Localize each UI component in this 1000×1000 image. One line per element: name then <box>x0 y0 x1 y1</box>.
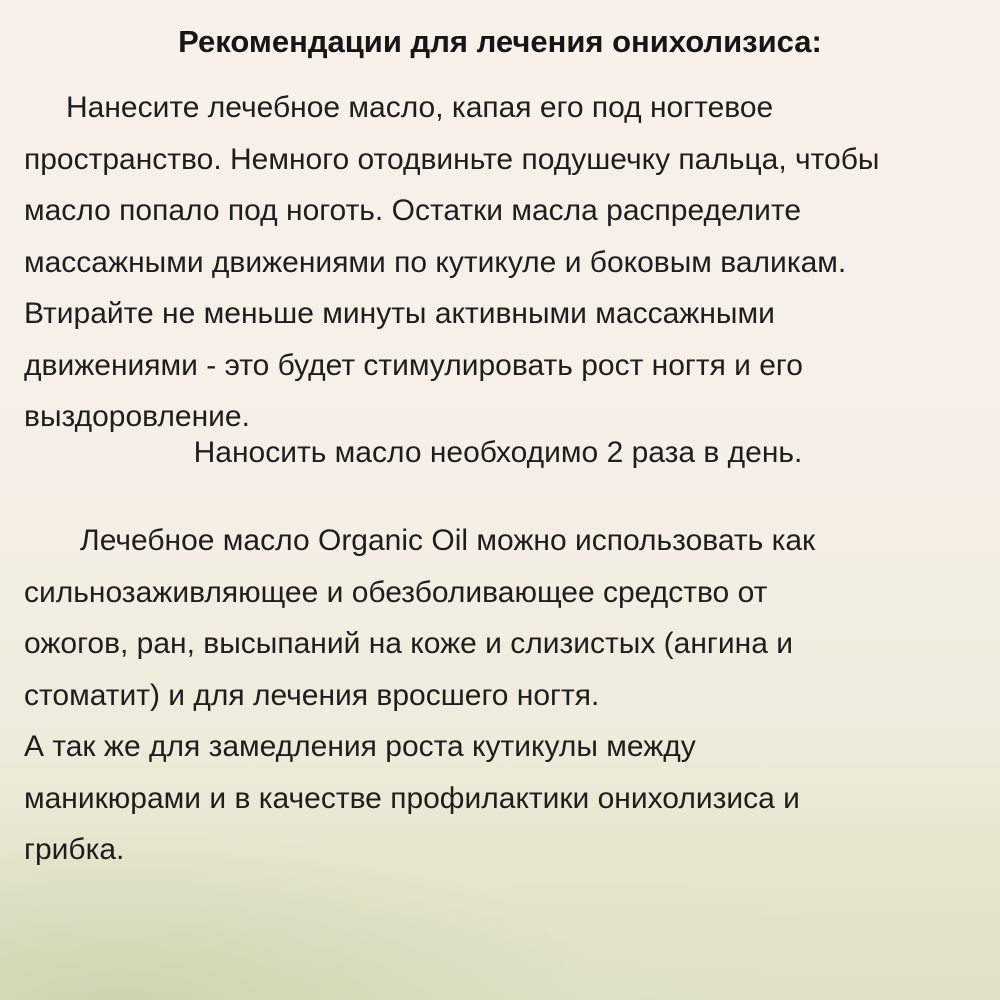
text-line: Лечебное масло Organic Oil можно использовать как <box>80 524 816 557</box>
text-line: движениями - это будет стимулировать рост ногтя и его <box>24 348 803 382</box>
paragraph-other-uses <box>24 515 996 876</box>
text-line: маникюрами и в качестве профилактики онихолизиса и <box>24 781 800 815</box>
paragraph-application-instructions <box>24 82 996 443</box>
paragraph-frequency <box>24 427 996 479</box>
text-line: пространство. Немного отодвиньте подушечку пальца, чтобы <box>24 142 880 176</box>
text-line: сильнозаживляющее и обезболивающее средство от <box>24 575 768 609</box>
text-line: грибка. <box>24 833 125 866</box>
text-line: Втирайте не меньше минуты активными массажными <box>24 297 775 330</box>
text-line: А так же для замедления роста кутикулы между <box>24 730 696 763</box>
text-line: Наносить масло необходимо 2 раза в день. <box>193 436 803 469</box>
text-line: масло попало под ноготь. Остатки масла распределите <box>24 194 802 227</box>
text-line: Нанесите лечебное масло, капая его под ногтевое <box>66 91 774 124</box>
document-title: Рекомендации для лечения онихолизиса: <box>178 24 822 59</box>
text-line: ожогов, ран, высыпаний на коже и слизистых (ангина и <box>24 627 793 660</box>
text-line: массажными движениями по кутикуле и боковым валикам. <box>24 245 847 279</box>
text-line: выздоровление. <box>24 400 250 433</box>
text-line: стоматит) и для лечения вросшего ногтя. <box>24 678 600 712</box>
